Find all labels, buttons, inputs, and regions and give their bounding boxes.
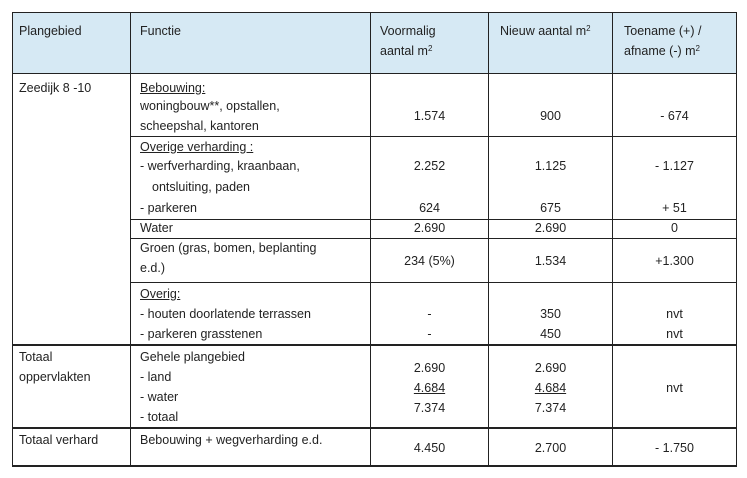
col-divider-4 xyxy=(612,12,613,466)
row-divider-groen xyxy=(130,282,737,283)
verharding-diff2: + 51 xyxy=(662,201,687,215)
bebouwing-new: 900 xyxy=(540,109,561,123)
groen-line2: e.d.) xyxy=(140,261,166,275)
totaal-opp-new1: 2.690 xyxy=(534,361,567,375)
header-plangebied: Plangebied xyxy=(19,24,82,38)
groen-line1: Groen (gras, bomen, beplanting xyxy=(140,241,317,255)
header-functie: Functie xyxy=(140,24,181,38)
row-divider-zeedijk xyxy=(12,344,737,346)
totaal-opp-old2: 4.684 xyxy=(413,381,446,395)
overig-diff2: nvt xyxy=(666,327,683,341)
border-right xyxy=(736,12,737,466)
overig-line1: - houten doorlatende terrassen xyxy=(140,307,311,321)
verharding-diff1: - 1.127 xyxy=(655,159,694,173)
water-old: 2.690 xyxy=(413,221,446,235)
totaal-opp-f4: - totaal xyxy=(140,410,179,424)
verharding-title: Overige verharding : xyxy=(140,140,254,154)
header-toename-line2: afname (-) $m^2$ xyxy=(624,44,700,58)
totaal-verhard-functie: Bebouwing + wegverharding e.d. xyxy=(140,433,323,447)
totaal-verhard-label: Totaal verhard xyxy=(19,433,99,447)
totaal-opp-label1: Totaal xyxy=(19,350,53,364)
header-toename-line1: Toename (+) / xyxy=(624,24,702,38)
verharding-new1: 1.125 xyxy=(534,159,567,173)
overig-title: Overig: xyxy=(140,287,181,301)
row-divider-verharding xyxy=(130,219,737,220)
totaal-opp-old3: 7.374 xyxy=(413,401,446,415)
row-divider-header xyxy=(12,73,737,74)
verharding-line1: - werfverharding, kraanbaan, xyxy=(140,159,300,173)
row-divider-water xyxy=(130,238,737,239)
bebouwing-old: 1.574 xyxy=(413,109,446,123)
border-left xyxy=(12,12,13,466)
col-divider-2 xyxy=(370,12,371,466)
water-diff: 0 xyxy=(671,221,678,235)
bebouwing-line2: scheepshal, kantoren xyxy=(140,119,259,133)
col-divider-1 xyxy=(130,12,131,466)
overig-old1: - xyxy=(427,307,432,321)
verharding-old1: 2.252 xyxy=(413,159,446,173)
header-voormalig-line1: Voormalig xyxy=(380,24,436,38)
verharding-line3: - parkeren xyxy=(140,201,197,215)
verharding-line2: ontsluiting, paden xyxy=(152,180,250,194)
groen-diff: +1.300 xyxy=(655,254,694,268)
overig-line2: - parkeren grasstenen xyxy=(140,327,263,341)
totaal-opp-label2: oppervlakten xyxy=(19,370,91,384)
groen-old: 234 (5%) xyxy=(404,254,455,268)
col-divider-3 xyxy=(488,12,489,466)
overig-new2: 450 xyxy=(540,327,561,341)
totaal-opp-new2: 4.684 xyxy=(534,381,567,395)
totaal-opp-new3: 7.374 xyxy=(534,401,567,415)
totaal-opp-f1: Gehele plangebied xyxy=(140,350,245,364)
header-voormalig-line2: aantal $m^2$ xyxy=(380,44,433,58)
water-label: Water xyxy=(140,221,173,235)
totaal-opp-diff: nvt xyxy=(666,381,683,395)
overig-old2: - xyxy=(427,327,432,341)
bebouwing-title: Bebouwing: xyxy=(140,81,206,95)
plangebied-zeedijk: Zeedijk 8 -10 xyxy=(19,81,92,95)
border-bottom xyxy=(12,465,737,467)
totaal-opp-f3: - water xyxy=(140,390,179,404)
verharding-new2: 675 xyxy=(540,201,561,215)
header-nieuw: Nieuw aantal $m^2$ xyxy=(500,24,591,38)
verharding-old2: 624 xyxy=(419,201,440,215)
water-new: 2.690 xyxy=(534,221,567,235)
row-divider-totaal xyxy=(12,427,737,429)
bebouwing-line1: woningbouw**, opstallen, xyxy=(140,99,280,113)
totaal-verhard-new: 2.700 xyxy=(534,441,567,455)
bebouwing-diff: - 674 xyxy=(660,109,689,123)
header-background xyxy=(12,12,736,73)
totaal-opp-old1: 2.690 xyxy=(413,361,446,375)
border-top xyxy=(12,12,737,13)
totaal-verhard-diff: - 1.750 xyxy=(655,441,694,455)
row-divider-bebouwing xyxy=(130,136,737,137)
overig-new1: 350 xyxy=(540,307,561,321)
totaal-opp-f2: - land xyxy=(140,370,172,384)
totaal-verhard-old: 4.450 xyxy=(413,441,446,455)
groen-new: 1.534 xyxy=(534,254,567,268)
overig-diff1: nvt xyxy=(666,307,683,321)
